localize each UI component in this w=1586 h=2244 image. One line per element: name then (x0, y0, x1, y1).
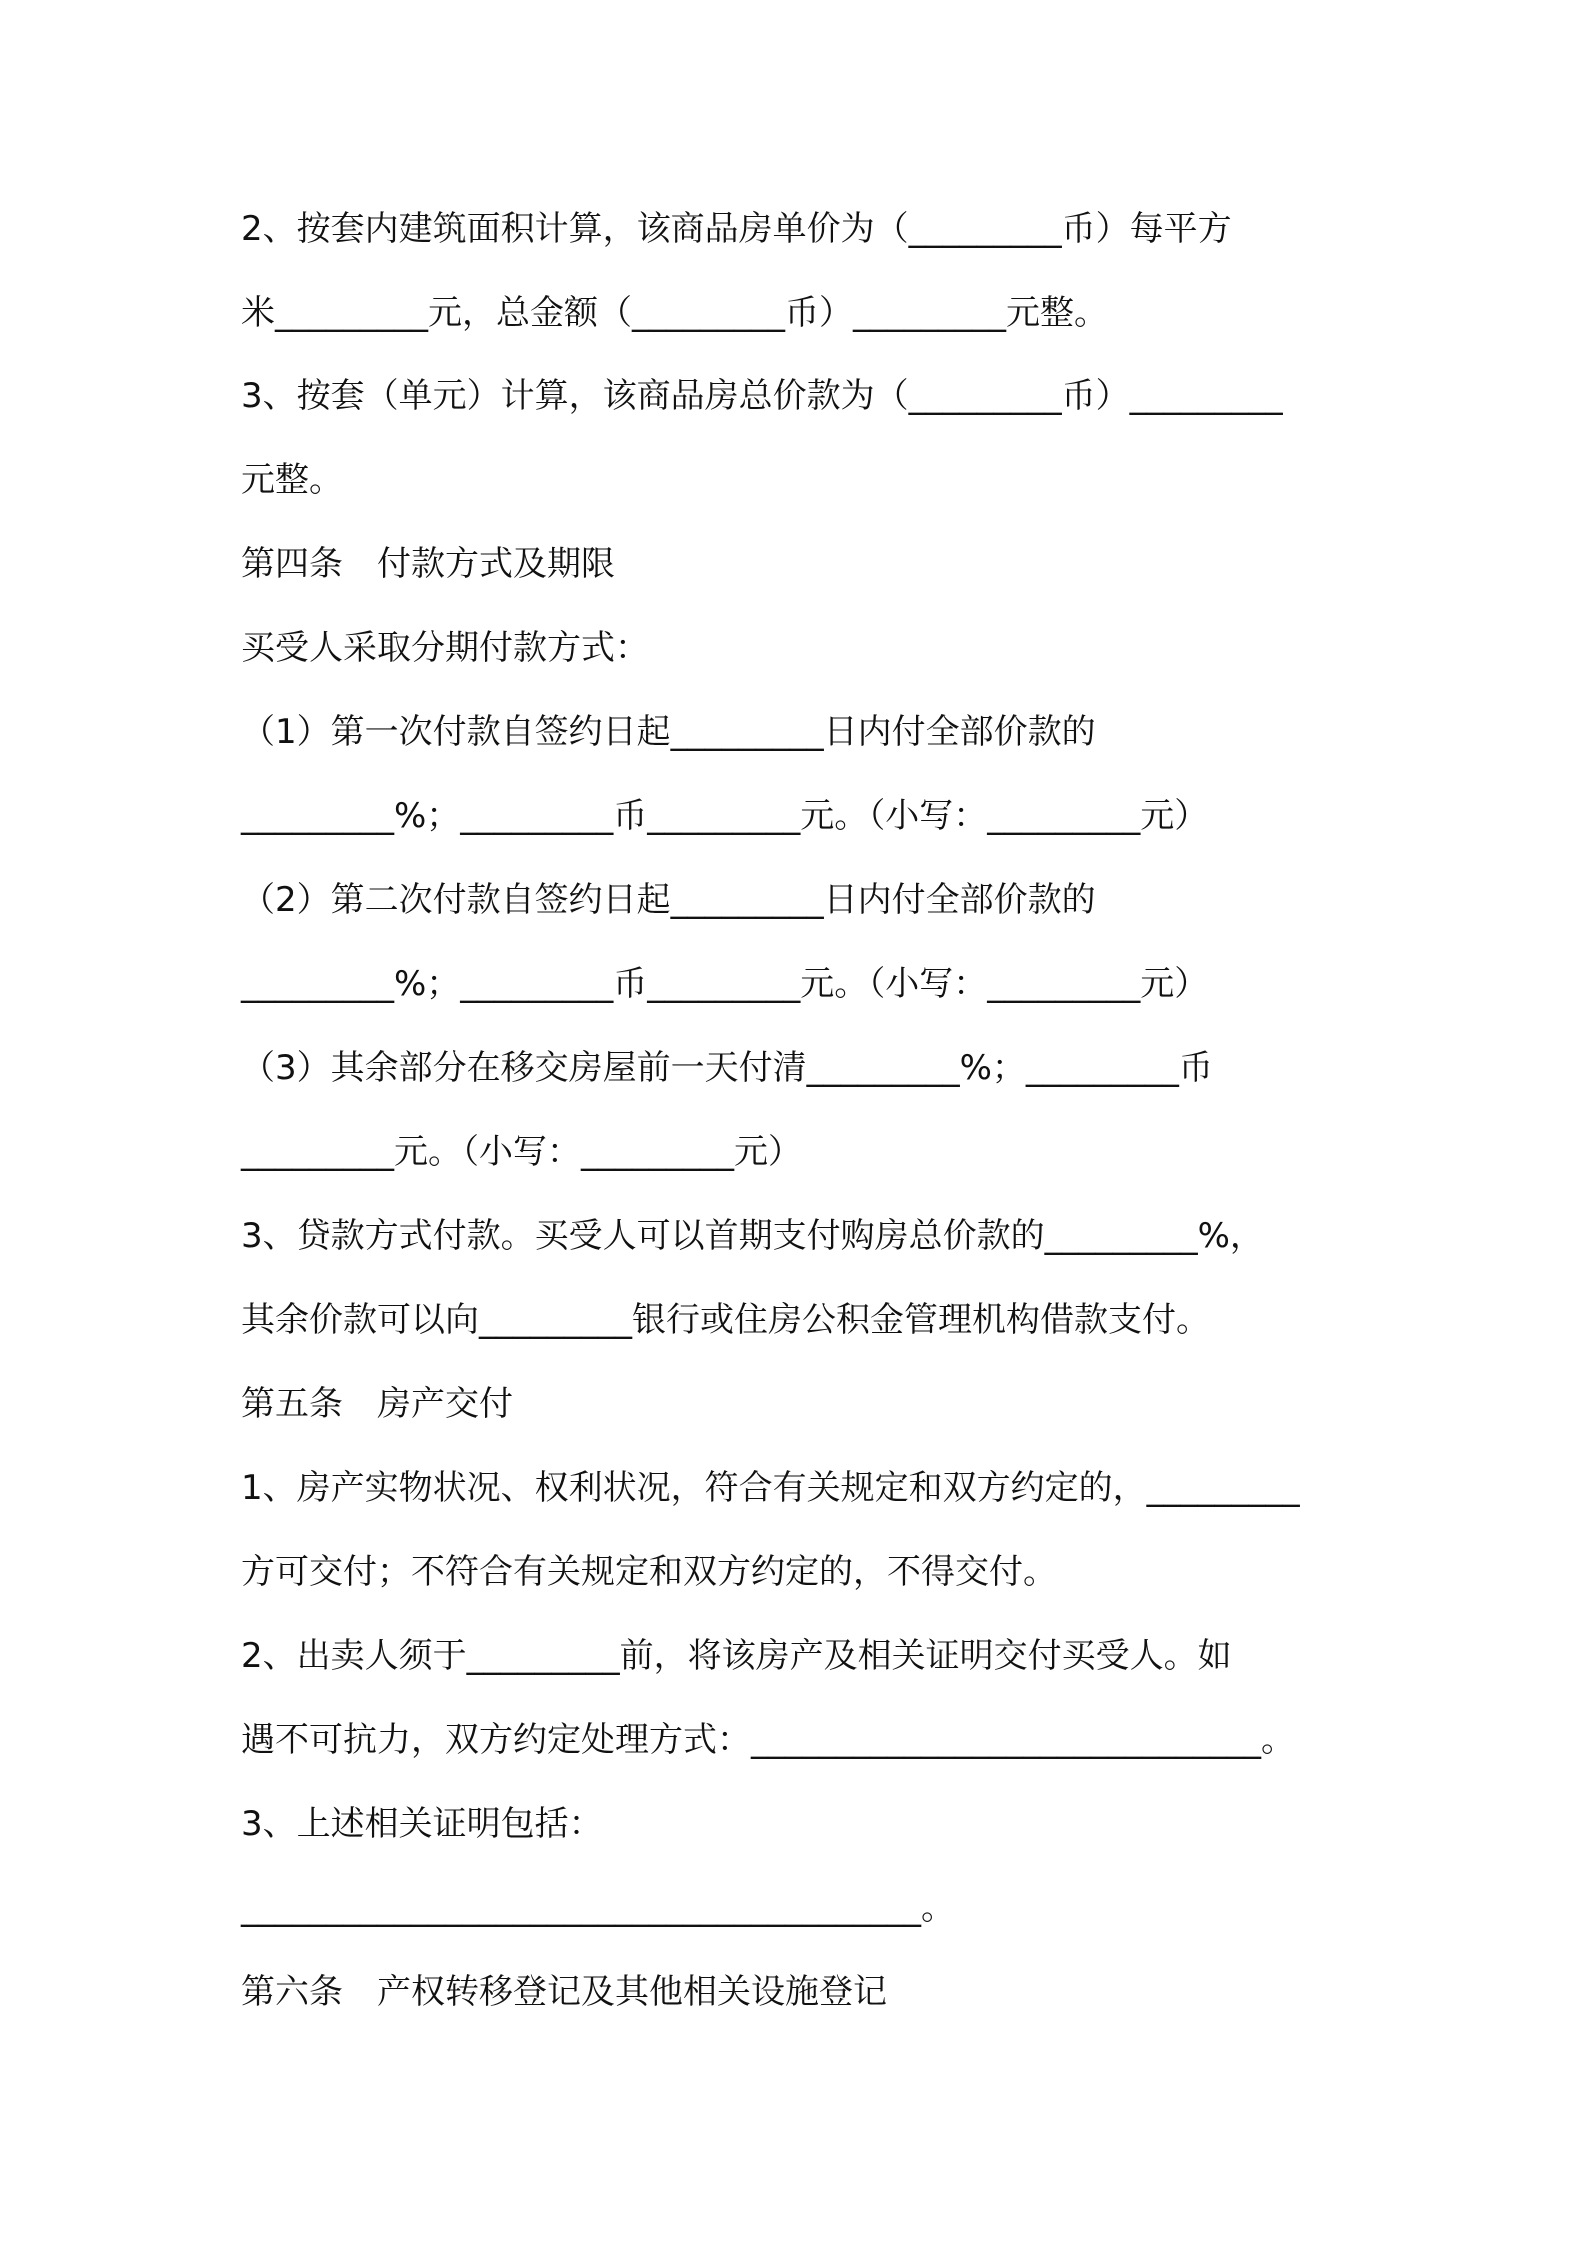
installment-3-line-2: _________元。（小写：_________元） (241, 1132, 802, 1172)
loan-payment-line-2: 其余价款可以向_________银行或住房公积金管理机构借款支付。 (241, 1300, 1210, 1340)
installment-2-line-1: （2）第二次付款自签约日起_________日内付全部价款的 (241, 880, 1096, 920)
clause-3-item-3-line-2: 元整。 (241, 460, 343, 500)
article-4-heading: 第四条 付款方式及期限 (241, 544, 615, 584)
installment-3-line-1: （3）其余部分在移交房屋前一天付清_________%；_________币 (241, 1048, 1213, 1088)
article-5-heading: 第五条 房产交付 (241, 1384, 513, 1424)
clause-3-item-2-line-2: 米_________元，总金额（_________币）_________元整。 (241, 293, 1108, 333)
delivery-item-3-line-1: 3、上述相关证明包括： (241, 1804, 603, 1844)
delivery-item-2-line-2: 遇不可抗力，双方约定处理方式：______________________________。 (241, 1720, 1295, 1760)
installment-intro: 买受人采取分期付款方式： (241, 628, 649, 668)
delivery-item-1-line-2: 方可交付；不符合有关规定和双方约定的，不得交付。 (241, 1552, 1057, 1592)
clause-3-item-2-line-1: 2、按套内建筑面积计算，该商品房单价为（_________币）每平方 (241, 209, 1232, 249)
delivery-item-2-line-1: 2、出卖人须于_________前，将该房产及相关证明交付买受人。如 (241, 1636, 1232, 1676)
clause-3-item-3-line-1: 3、按套（单元）计算，该商品房总价款为（_________币）_________ (241, 376, 1283, 416)
installment-2-line-2: _________%；_________币_________元。（小写：_________元） (241, 964, 1209, 1004)
article-6-heading: 第六条 产权转移登记及其他相关设施登记 (241, 1972, 887, 2012)
delivery-item-1-line-1: 1、房产实物状况、权利状况，符合有关规定和双方约定的，_________ (241, 1468, 1300, 1508)
installment-1-line-2: _________%；_________币_________元。（小写：_________元） (241, 796, 1209, 836)
installment-1-line-1: （1）第一次付款自签约日起_________日内付全部价款的 (241, 712, 1096, 752)
loan-payment-line-1: 3、贷款方式付款。买受人可以首期支付购房总价款的_________%， (241, 1216, 1264, 1256)
delivery-item-3-line-2: ________________________________________。 (241, 1888, 955, 1928)
